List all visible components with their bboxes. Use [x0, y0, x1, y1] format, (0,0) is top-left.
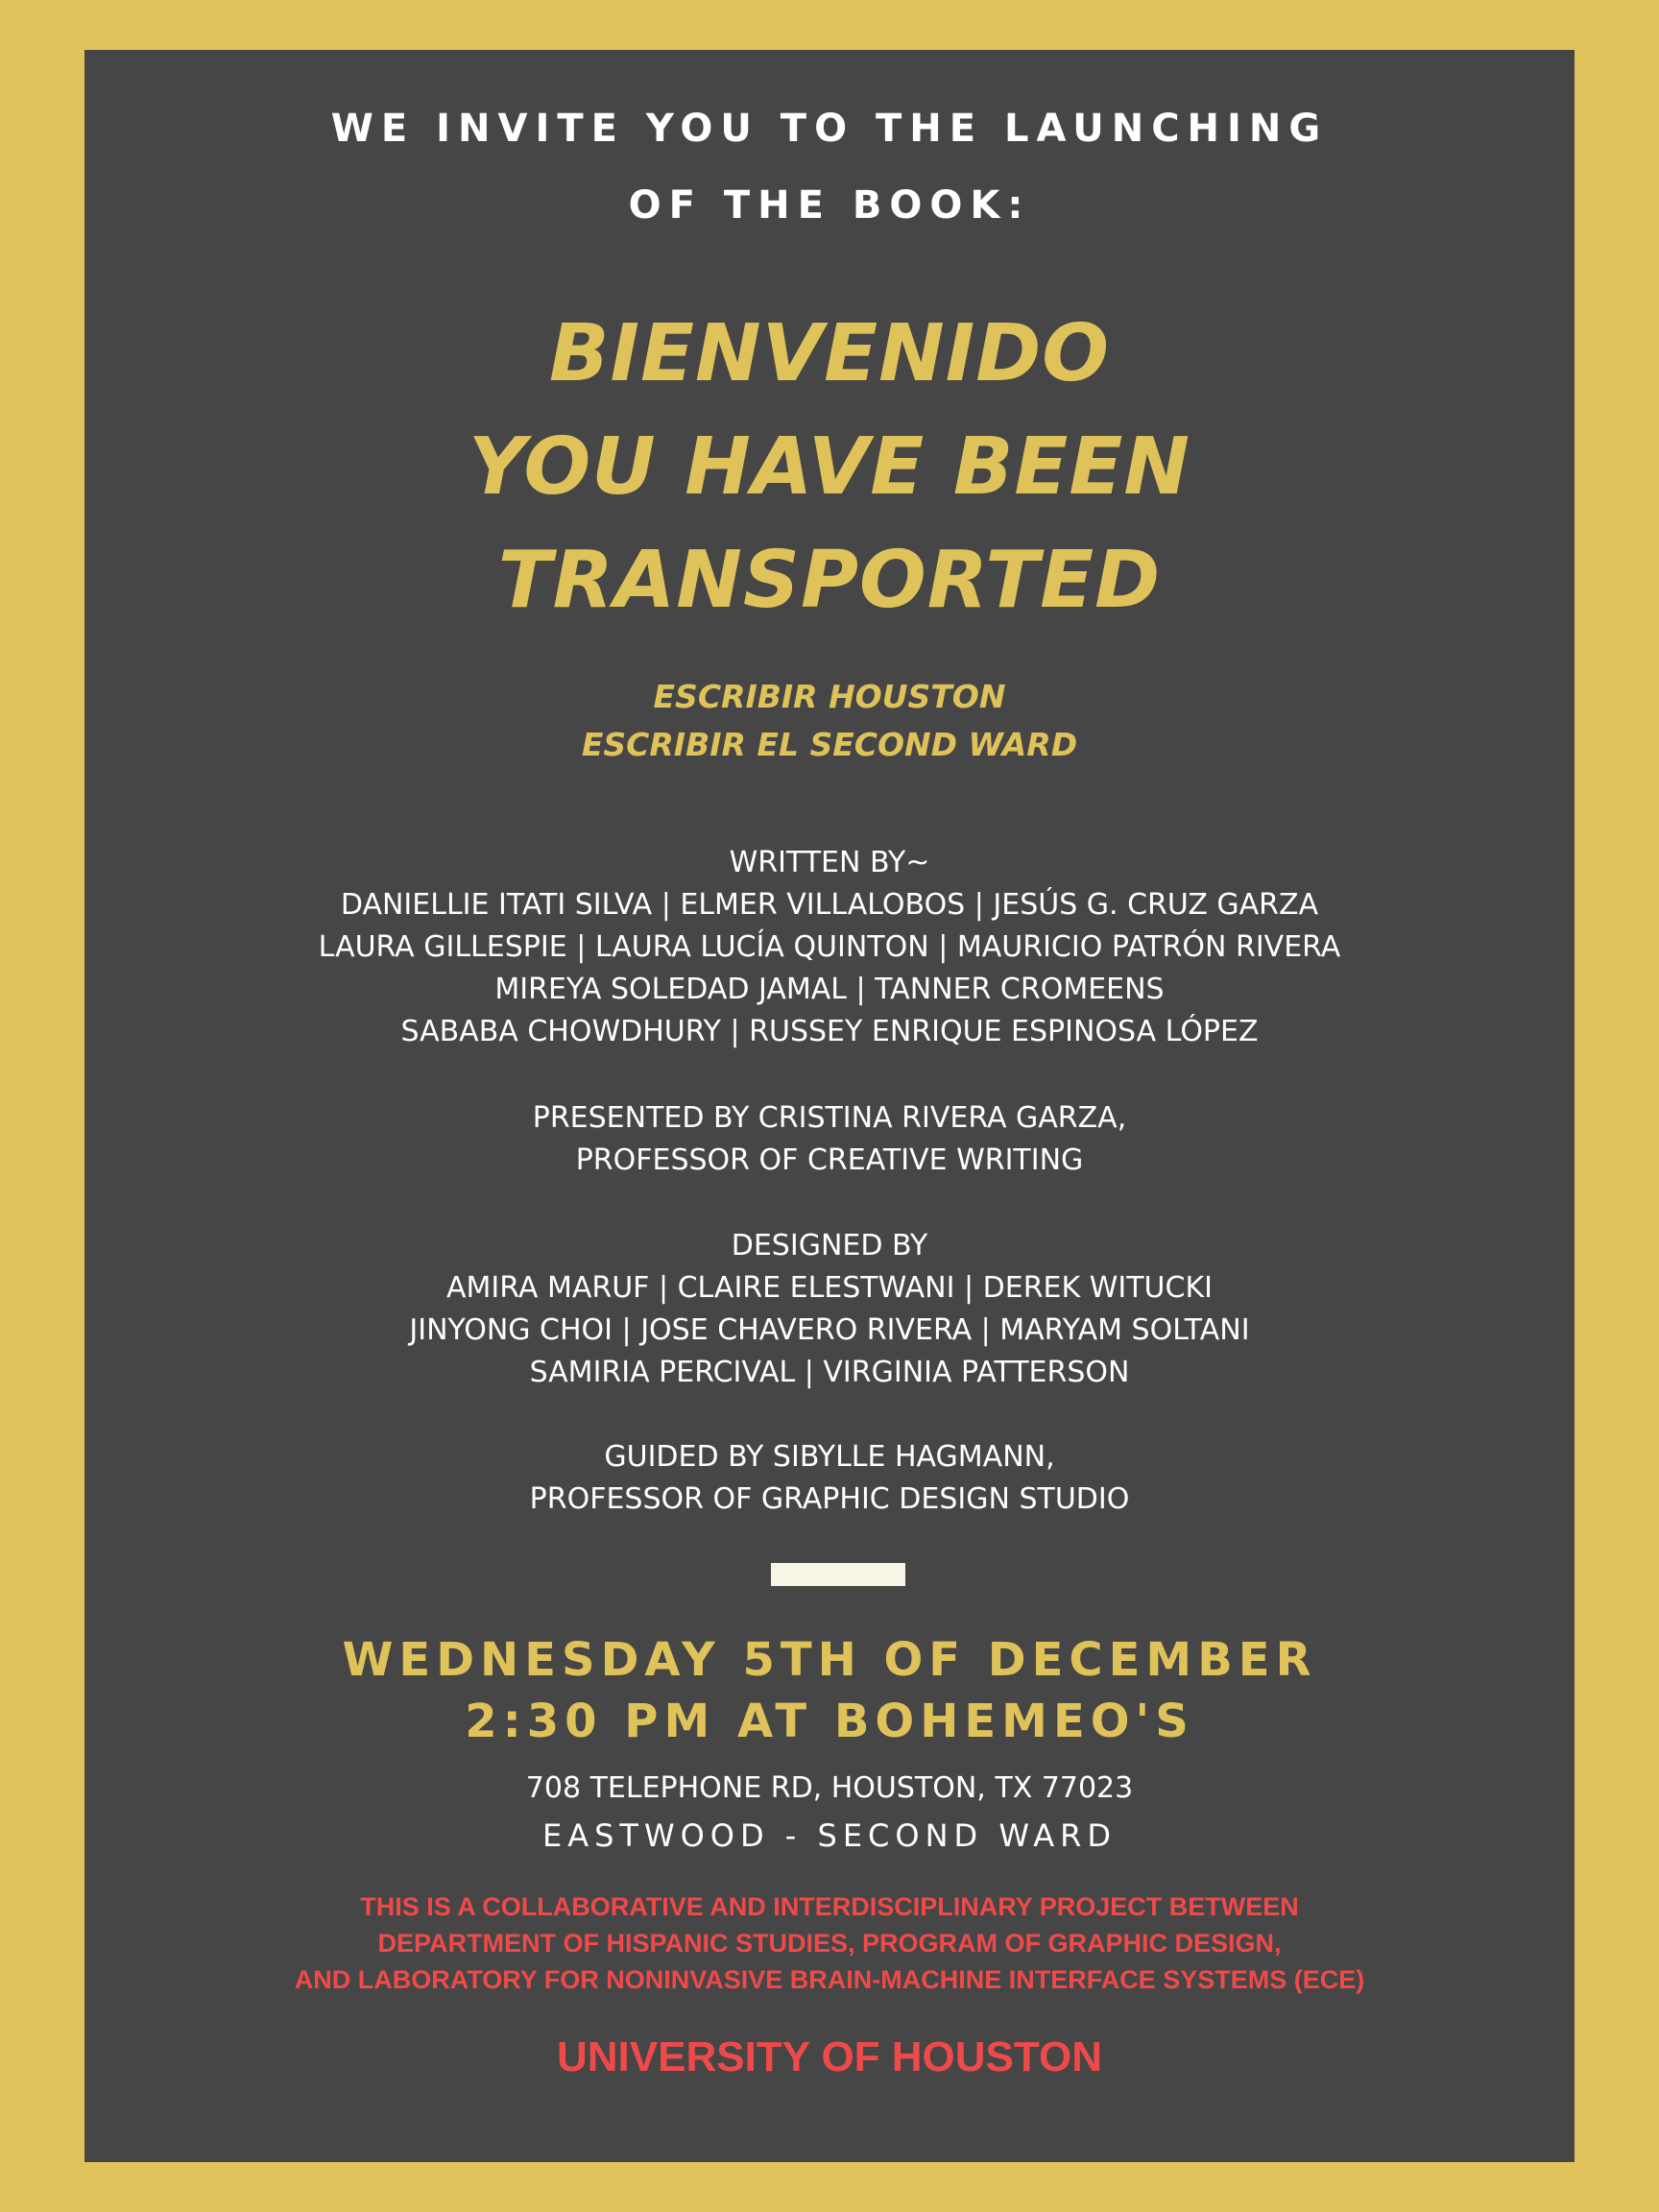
project-line: DEPARTMENT OF HISPANIC STUDIES, PROGRAM OF GRAPHIC DESIGN,: [377, 1929, 1282, 1958]
presented-by-line: PRESENTED BY CRISTINA RIVERA GARZA,: [532, 1101, 1127, 1135]
author-line: DANIELLIE ITATI SILVA | ELMER VILLALOBOS | JESÚS G. CRUZ GARZA: [340, 888, 1319, 922]
project-description: [84, 1888, 1575, 1998]
university-name: UNIVERSITY OF HOUSTON: [556, 2033, 1102, 2080]
event-date: [84, 1629, 1575, 1752]
author-line: SABABA CHOWDHURY | RUSSEY ENRIQUE ESPINOSA LÓPEZ: [400, 1015, 1259, 1048]
book-title-line-3: TRANSPORTED: [497, 535, 1162, 626]
book-title-line-2: YOU HAVE BEEN: [468, 421, 1190, 513]
guided-by-role: PROFESSOR OF GRAPHIC DESIGN STUDIO: [529, 1482, 1130, 1516]
event-neighborhood: EASTWOOD - SECOND WARD: [542, 1817, 1117, 1854]
guided-by-section: [84, 1436, 1575, 1521]
project-line: THIS IS A COLLABORATIVE AND INTERDISCIPLINARY PROJECT BETWEEN: [360, 1892, 1299, 1921]
designed-by-section: [84, 1225, 1575, 1394]
event-address: 708 TELEPHONE RD, HOUSTON, TX 77023: [525, 1771, 1134, 1805]
event-date-line: WEDNESDAY 5TH OF DECEMBER: [342, 1633, 1317, 1687]
author-line: LAURA GILLESPIE | LAURA LUCÍA QUINTON | MAURICIO PATRÓN RIVERA: [318, 930, 1341, 964]
designer-line: SAMIRIA PERCIVAL | VIRGINIA PATTERSON: [529, 1356, 1130, 1389]
subtitle-line-1: ESCRIBIR HOUSTON: [653, 678, 1006, 715]
invite-heading: [84, 90, 1575, 244]
invite-line-2: OF THE BOOK:: [628, 183, 1031, 228]
event-time-place: 2:30 PM AT BOHEMEO'S: [465, 1695, 1194, 1748]
presented-by-section: [84, 1097, 1575, 1182]
book-title-line-1: BIENVENIDO: [548, 308, 1111, 399]
subtitle-line-2: ESCRIBIR EL SECOND WARD: [581, 726, 1078, 763]
written-by-heading: WRITTEN BY~: [729, 846, 930, 879]
written-by-section: [84, 842, 1575, 1053]
divider-bar: [771, 1563, 905, 1586]
guided-by-line: GUIDED BY SIBYLLE HAGMANN,: [604, 1440, 1055, 1474]
book-title: [84, 298, 1575, 637]
designer-line: JINYONG CHOI | JOSE CHAVERO RIVERA | MARYAM SOLTANI: [409, 1313, 1250, 1347]
presented-by-role: PROFESSOR OF CREATIVE WRITING: [575, 1143, 1084, 1177]
book-subtitle: [84, 673, 1575, 769]
project-line: AND LABORATORY FOR NONINVASIVE BRAIN-MACHINE INTERFACE SYSTEMS (ECE): [294, 1965, 1365, 1994]
invite-line-1: WE INVITE YOU TO THE LAUNCHING: [330, 107, 1329, 151]
designer-line: AMIRA MARUF | CLAIRE ELESTWANI | DEREK WITUCKI: [446, 1271, 1213, 1305]
designed-by-heading: DESIGNED BY: [731, 1229, 928, 1262]
author-line: MIREYA SOLEDAD JAMAL | TANNER CROMEENS: [494, 973, 1165, 1006]
